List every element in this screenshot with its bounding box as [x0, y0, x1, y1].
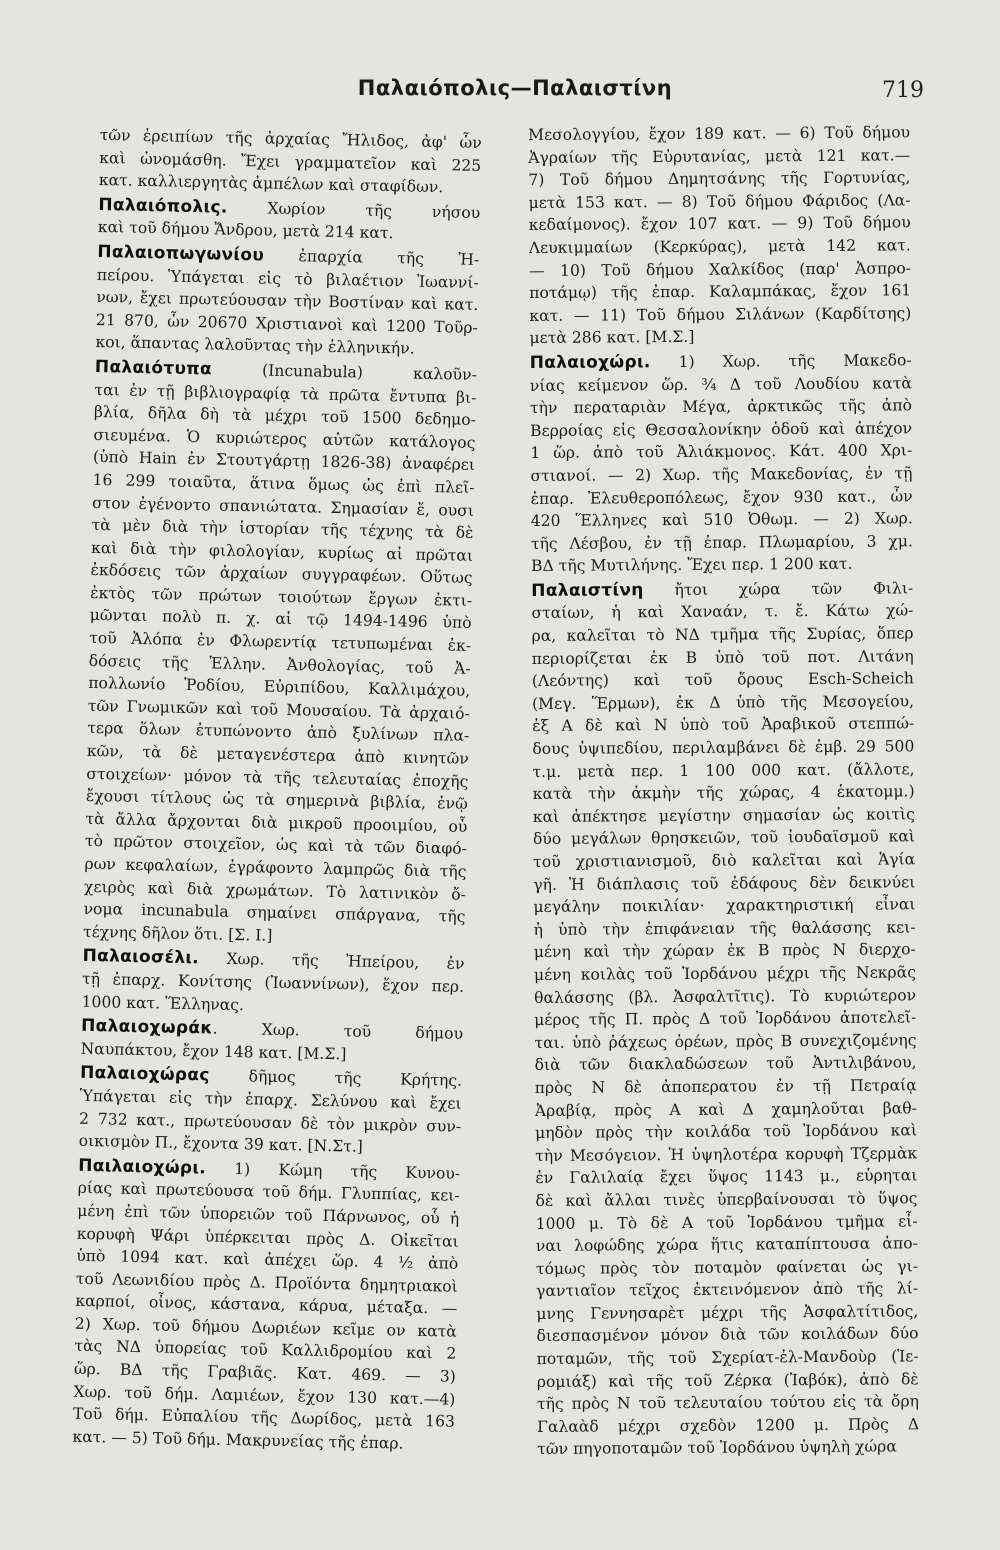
line-text: 2 732 κατ., πρωτεύουσαν δὲ τὸν μικρὸν συν- [78, 1109, 462, 1136]
line-text: τὴν Μεσόγειον. Ἡ ὑψηλοτέρα κορυφὴ Τζερμὰκ [535, 1144, 918, 1165]
line-text: 1) Κώμη τῆς Κυνου- [205, 1159, 461, 1183]
text-line [537, 1368, 919, 1393]
line-text: (Λεόντης) καὶ τοῦ ὄρους Esch-Scheich [531, 669, 914, 691]
text-line [528, 167, 910, 192]
line-text: — 10) Τοῦ δήμου Χαλκίδος (παρ' Ἀσπρο- [528, 258, 912, 280]
text-line [534, 1006, 916, 1031]
text-line [533, 894, 915, 919]
text-line [536, 1255, 918, 1280]
text-line [529, 234, 911, 259]
text-line [530, 394, 912, 419]
line-text: (Μεγ. Ἕρμων), ἐκ Δ ὑπὸ τῆς Μεσογείου, [531, 692, 915, 713]
line-text: χειρὸς καὶ διὰ χρωμάτων. Τὸ λατινικὸν ὄ- [83, 877, 467, 904]
line-text: ἐκτὸς τῶν πρώτων τοιούτων ἔργων ἐκτι- [89, 583, 473, 610]
line-text: γῆ. Ἡ διάπλασις τοῦ ἐδάφους δὲν δεικνύει [533, 872, 916, 894]
line-text: ρα, καλεῖται τὸ ΝΔ τμῆμα τῆς Συρίας, ὅπερ [531, 624, 914, 646]
line-text: τοῦ Ἀλόπα ἐν Φλωρεντίᾳ τετυπωμέναι ἐκ- [89, 628, 472, 655]
text-line [531, 530, 913, 555]
line-text: ἡ ὑπὸ τὴν ἐπιφάνειαν τῆς θαλάσσης κει- [533, 918, 916, 939]
text-line [531, 622, 913, 647]
line-text: ἐν Γαλιλαίᾳ ἔχει ὕψος 1143 μ., εὑρηται [535, 1166, 918, 1188]
text-line [532, 713, 914, 738]
line-text: ται. ὑπὸ ῥάχεως ὀρέων, πρὸς Β συνεχιζομένης [534, 1031, 917, 1052]
line-text: καὶ τοῦ δήμου Ἄνδρου, μετὰ 214 κατ. [97, 218, 394, 243]
line-text: κατὰ τὴν ἀκμὴν τῆς χώρας, 4 ἑκατομμ.) [532, 782, 915, 804]
running-head: Παλαιόπολις—Παλαιστίνη [357, 76, 673, 100]
text-line [532, 645, 914, 670]
text-line [535, 1074, 917, 1099]
line-text: μηδὸν πρὸς τὴν κοιλάδα τοῦ Ἰορδάνου καὶ [534, 1121, 918, 1143]
line-text: 1) Χωρ. τῆς Μακεδο- [650, 351, 912, 372]
line-text: δύο μεγάλων θρησκειῶν, τοῦ ἰουδαϊσμοῦ καὶ [532, 827, 916, 849]
line-text: Χωρίον τῆς νήσου [227, 198, 481, 222]
line-text: (Incunabula) καλοῦν- [211, 360, 478, 384]
line-text: τῶν ἐρειπίων τῆς ἀρχαίας Ἤλιδος, ἀφ' ὧν [99, 125, 482, 152]
line-text: μετὰ 286 κατ. [Μ.Σ.] [529, 328, 695, 348]
text-line [536, 1232, 918, 1257]
entry-headword: Παλαιοχωράκ [80, 1015, 213, 1039]
line-text: ΒΔ τῆς Μυτιλήνης. Ἔχει περ. 1 200 κατ. [531, 555, 853, 576]
dictionary-entry [528, 121, 912, 350]
text-line [537, 1413, 919, 1438]
text-line [535, 1097, 917, 1122]
line-text: Γαλαὰδ μέχρι σχεδὸν 1200 μ. Πρὸς Δ [537, 1415, 920, 1436]
line-text: μέρος τῆς Π. πρὸς Δ τοῦ Ἰορδάνου ἀποτελεῖ- [534, 1008, 917, 1030]
text-line [530, 417, 912, 442]
text-line [536, 1278, 918, 1303]
line-text: κεδαίμονος). ἔχον 107 κατ. — 9) Τοῦ δήμου [528, 213, 911, 235]
line-text: ρομιάξ) καὶ τῆς τοῦ Ζέρκα (Ἰαβόκ), ἀπὸ δὲ [536, 1369, 919, 1391]
line-text: Λευκιμμαίων (Κερκύρας), μετὰ 142 κατ. [528, 236, 911, 257]
line-text: Μεσολογγίου, ἔχον 189 κατ. — 6) Τοῦ δήμου [528, 123, 911, 144]
line-text: δους ὑψιπεδίου, περιλαμβάνει δὲ ἐμβ. 29 500 [532, 737, 915, 759]
line-text: . Χωρ. τοῦ δήμου [212, 1019, 464, 1043]
line-text: καρποί, οἶνος, κάστανα, κάρυα, μέταξα. — [75, 1292, 458, 1319]
dictionary-entry [83, 356, 477, 951]
line-text: γαντιαῖον τεῖχος ἐκτεινόμενον ἀπὸ τῆς λί- [536, 1279, 919, 1301]
line-text: Χωρ. τῆς Ἠπείρου, ἐν [198, 949, 465, 974]
line-text: κατ. — 5) Τοῦ δήμ. Μακρυνείας τῆς ἐπαρ. [72, 1427, 404, 1453]
line-text: ναι λοφώδης χώρα ἥτις καταπίπτουσα ἀπο- [535, 1234, 918, 1256]
line-text: 16 299 τοιαῦτα, ἅτινα ὅμως ὡς ἐπὶ πλεῖ- [92, 470, 475, 497]
text-line [534, 939, 916, 964]
line-text: 1000 κατ. Ἕλληνας. [81, 992, 245, 1014]
text-line [531, 600, 913, 625]
text-line [534, 961, 916, 986]
line-text: τόμως πρὸς τὸν ποταμὸν φαίνεται ὡς γι- [535, 1256, 919, 1278]
text-line [529, 279, 911, 304]
line-text: οικισμὸν Π., ἔχοντα 39 κατ. [Ν.Στ.] [78, 1131, 364, 1156]
entry-headword: Παλαιοπωγωνίου [97, 241, 265, 266]
line-text: κατ. — 11) Τοῦ δήμου Σιλάνων (Καρδίτσης) [529, 304, 912, 325]
line-text: ὑπὸ 1094 κατ. καὶ ἀπέχει ὥρ. 4 ½ ἀπὸ [76, 1246, 459, 1273]
line-text: Χωρ. τοῦ δήμ. Λαμιέων, ἔχον 130 κατ.—4) [73, 1382, 456, 1409]
entry-headword: Παλαιοσέλι. [82, 946, 200, 969]
text-line [535, 1165, 917, 1190]
text-line [531, 485, 913, 510]
line-text: μετὰ 153 κατ. — 8) Τοῦ δήμου Φάριδος (Λα- [528, 191, 911, 212]
line-text: περιορίζεται ἐκ Β ὑπὸ τοῦ ποτ. Λιτάνη [531, 646, 914, 668]
text-line [530, 372, 912, 397]
line-text: τοῦ χριστιανισμοῦ, διὸ καλεῖται καὶ Ἁγία [533, 850, 916, 871]
text-line [535, 1142, 917, 1167]
line-text: 7) Τοῦ δήμου Δημητσάνης τῆς Γορτυνίας, [528, 168, 911, 190]
text-line [529, 302, 911, 327]
line-text: δὲ καὶ ἄλλαι τινὲς ὑπερβαίνουσαι τὸ ὕψος [535, 1189, 918, 1210]
line-text: τῇ ἐπαρχ. Κονίτσης (Ἰωαννίνων), ἔχον περ. [81, 969, 465, 996]
line-text: Βερροίας εἰς Θεσσαλονίκην ὁδοῦ καὶ ἀπέχον [530, 419, 913, 440]
line-text: καὶ ὠνομάσθη. Ἔχει γραμματεῖον καὶ 225 [99, 148, 482, 175]
dictionary-entry [81, 945, 464, 1021]
line-text: πολλωνίο Ῥοδίου, Εὐριπίδου, Καλλιμάχου, [88, 674, 471, 701]
line-text: τῆς Λέσβου, ἐν τῇ ἐπαρ. Πλωμαρίου, 3 χμ. [530, 532, 913, 553]
page-number: 719 [882, 78, 924, 103]
text-line [535, 1119, 917, 1144]
line-text: μένη καὶ τὴν χώραν ἐκ Β πρὸς Ν διερχο- [533, 940, 916, 962]
text-line [537, 1391, 919, 1416]
line-text: Ἀραβίᾳ, πρὸς Α καὶ Δ χαμηλοῦται βαθ- [534, 1098, 917, 1120]
dictionary-entry [99, 124, 482, 200]
line-text: 1000 μ. Τὸ δὲ Α τοῦ Ἰορδάνου τμῆμα εἶ- [535, 1211, 918, 1233]
entry-headword: Παιλαιοχώρι. [77, 1155, 207, 1179]
text-line [534, 1029, 916, 1054]
line-text: 1 ὥρ. ἀπὸ τοῦ Ἀλιάκμονος. Κάτ. 400 Χρι- [530, 441, 913, 463]
text-line [531, 507, 913, 532]
line-text: τέχνης δῆλον ὅτι. [Σ. Ι.] [82, 922, 273, 945]
line-text: ποτάμῳ) τῆς ἐπαρ. Καλαμπάκας, ἔχον 161 [529, 281, 912, 303]
text-line [534, 916, 916, 941]
line-text: δῆμος τῆς Κρήτης. [209, 1066, 463, 1091]
line-text: κορυφὴ Ψάρι ὑπέρκειται πρὸς Δ. Οἰκεῖται [76, 1224, 459, 1251]
line-text: ρων κεφαλαίων, ἐγράφοντο λαμπρῶς διὰ τῆς [84, 854, 467, 881]
line-text: τῶν Γνωμικῶν καὶ τοῦ Μουσαίου. Τὰ ἀρχαιό- [87, 696, 470, 723]
text-line [533, 871, 915, 896]
text-line [533, 848, 915, 873]
line-text: μένη ἐπὶ τῶν ὑπορειῶν τοῦ Πάρνωνος, οὗ ἡ [77, 1201, 460, 1228]
text-line [534, 984, 916, 1009]
text-line [537, 1436, 919, 1461]
line-text: (ὑπὸ Hain ἐν Στουτγάρτῃ 1826-38) ἀναφέρει [92, 448, 476, 475]
text-line [532, 690, 914, 715]
line-text: 2) Χωρ. τοῦ δήμου Δωριέων κεῖμε ον κατὰ [74, 1314, 457, 1341]
line-text: νίας κείμενον ὥρ. ¾ Δ τοῦ Λουδίου κατὰ [529, 373, 912, 395]
line-text: τοῦ Λεωνιδίου πρὸς Δ. Προϊόντα δημητριακοὶ [75, 1269, 458, 1296]
line-text: στοιχείων· μόνον τὰ τῆς τελευταίας ἐποχῆς [86, 764, 469, 791]
line-text: Ὑπάγεται εἰς τὴν ἐπαρχ. Σελύνου καὶ ἔχει [79, 1086, 462, 1113]
line-text: τὰ ἄλλα ἄρχονται διὰ μικροῦ προοιμίου, οὗ [85, 809, 468, 836]
page-header [100, 76, 930, 120]
text-line [534, 1052, 916, 1077]
dictionary-entry [80, 1015, 463, 1068]
line-text: διὰ τῶν διακλαδώσεων τοῦ Ἀντιλιβάνου, [534, 1053, 917, 1075]
text-line [532, 735, 914, 760]
line-text: καὶ ἀπέκτησε μεγίστην σημασίαν ὡς κοιτὶς [532, 805, 915, 826]
text-line [536, 1210, 918, 1235]
line-text: ἤτοι χώρα τῶν Φιλι- [643, 579, 914, 600]
line-text: ὥρ. ΒΔ τῆς Γραβιᾶς. Κατ. 469. — 3) [73, 1359, 457, 1386]
text-line [528, 189, 910, 214]
text-line [537, 1345, 919, 1370]
line-text: μῶνται πολὺ π. χ. αἱ τῷ 1494-1496 ὑπὸ [89, 606, 472, 633]
line-text: Τοῦ δήμ. Εὐπαλίου τῆς Δωρίδος, μετὰ 163 [72, 1404, 456, 1431]
dictionary-entry [78, 1062, 462, 1160]
line-text: νομα incunabula σημαίνει σπάργανα, τῆς [83, 900, 466, 927]
line-text: τερα ὅλων ἐτυπώνοντο ἀπὸ ξυλίνων πλα- [87, 719, 470, 746]
line-text: ἐπαρχία τῆς Ἠ- [263, 246, 480, 269]
line-text: καὶ διὰ τὴν φιλολογίαν, κυρίως αἱ πρῶται [90, 538, 474, 565]
text-line [530, 440, 912, 465]
text-line [528, 121, 910, 146]
dictionary-entry [530, 349, 914, 578]
text-line [529, 212, 911, 237]
dictionary-entry [98, 194, 481, 247]
line-text: ἔχουσι τίτλους ὡς τὰ σημερινὰ βιβλία, ἐνῷ [85, 787, 469, 814]
line-text: πρὸς Ν δὲ ἀποπερατου ἐν τῇ Πετραίᾳ [534, 1076, 917, 1097]
text-line [535, 1187, 917, 1212]
line-text: τὰς ΝΔ ὑπορείας τοῦ Καλλιδρομίου καὶ 2 [74, 1337, 457, 1364]
text-line [529, 325, 911, 350]
line-text: κατ. καλλιεργητὰς ἀμπέλων καὶ σταφίδων. [98, 171, 444, 197]
line-text: δόσεις τῆς Ἑλλην. Ἀνθολογίας, τοῦ Ἀ- [88, 651, 471, 678]
text-line [536, 1300, 918, 1325]
line-text: κῶν, τὰ δὲ μεταγενέστερα ἀπὸ κινητῶν [86, 741, 469, 768]
text-line [533, 803, 915, 828]
line-text: τὸ πρῶτον στοιχεῖον, ὡς καὶ τὰ τῶν διαφό- [84, 832, 468, 859]
line-text: τῆς πρὸς Ν τοῦ τελευταίου τούτου εἰς τὰ ὄρη [536, 1392, 919, 1414]
line-text: στιανοί. — 2) Χωρ. τῆς Μακεδονίας, ἐν τῇ [530, 464, 913, 485]
line-text: κοι, ἅπαντας λαλοῦντας τὴν ἑλληνικήν. [95, 333, 415, 358]
text-line [533, 781, 915, 806]
line-text: πείρου. Ὑπάγεται εἰς τὸ βιλαέτιον Ἰωαννί- [96, 265, 479, 292]
line-text: ἐπαρ. Ἐλευθεροπόλεως, ἔχον 930 κατ., ὧν [530, 486, 913, 508]
text-line [533, 826, 915, 851]
line-text: Ναυπάκτου, ἔχον 148 κατ. [Μ.Σ.] [80, 1039, 347, 1064]
line-text: θαλάσσης (βλ. Ἀσφαλτῖτις). Τὸ κυριώτερον [534, 985, 917, 1007]
left-column [72, 124, 482, 1458]
text-line [536, 1323, 918, 1348]
text-line [531, 577, 913, 602]
text-line [529, 257, 911, 282]
line-text: τῶν πηγοποταμῶν τοῦ Ἰορδάνου ὑψηλὴ χώρα [537, 1437, 897, 1459]
line-text: τὰ μὲν διὰ τὴν ἱστορίαν τῆς τέχνης τὰ δὲ [91, 516, 474, 543]
line-text: μένη κοιλὰς τοῦ Ἰορδάνου μέχρι τῆς Νεκρᾶς [533, 963, 916, 984]
right-column [528, 121, 919, 1463]
line-text: τ.μ. μετὰ περ. 1 100 000 κατ. (ἄλλοτε, [532, 759, 915, 781]
line-text: μεγάλην ποικιλίαν· χαρακτηριστική εἶναι [533, 895, 916, 917]
text-line [532, 758, 914, 783]
line-text: Ἀγραίων τῆς Εὐρυτανίας, μετὰ 121 κατ.— [528, 145, 911, 167]
line-text: σιευμένα. Ὁ κυριώτερος αὐτῶν κατάλογος [93, 425, 476, 452]
line-text: σταίων, ἡ καὶ Χαναάν, τ. ἔ. Κάτω χώ- [531, 601, 914, 623]
text-line [528, 144, 910, 169]
line-text: ποταμῶν, τῆς τοῦ Σχερίατ-ἐλ-Μανδοὺρ (Ἱε- [536, 1347, 919, 1369]
entry-headword: Παλαιοχώρας [79, 1063, 210, 1086]
line-text: 420 Ἕλληνες καὶ 510 Ὀθωμ. — 2) Χωρ. [530, 509, 913, 531]
line-text: 21 870, ὧν 20670 Χριστιανοὶ καὶ 1200 Τοῦρ- [95, 310, 479, 337]
line-text: διεσπασμένον μόνον διὰ τῶν κοιλάδων δύο [536, 1324, 919, 1346]
entry-headword: Παλαιόπολις. [98, 194, 228, 218]
line-text: ἐκδόσεις τῶν ἀρχαίων συγγραφέων. Οὕτως [90, 561, 473, 588]
dictionary-entry [531, 577, 919, 1461]
text-line [532, 668, 914, 693]
entry-headword: Παλαιότυπα [94, 356, 213, 380]
dictionary-entry [95, 241, 479, 362]
line-text: μνης Γεννησαρὲτ μέχρι τῆς Ἀσφαλτίτιδος, [536, 1302, 919, 1323]
text-line [531, 553, 913, 578]
text-line [530, 462, 912, 487]
line-text: νων, ἔχει πρωτεύουσαν τὴν Βοστίναν καὶ κατ. [96, 288, 479, 315]
line-text: ἐξ Α δὲ καὶ Ν ὑπὸ τοῦ Ἀραβικοῦ στεππώ- [532, 714, 915, 736]
entry-headword: Παλαιστίνη [531, 580, 644, 601]
dictionary-entry [72, 1154, 460, 1456]
line-text: τὴν περαταριὰν Μέγα, ἀρκτικῶς τῆς ἀπὸ [529, 396, 913, 418]
line-text: βλία, δῆλα δὴ τὰ μέχρι τοῦ 1500 δεδημο- [93, 403, 477, 430]
text-line [530, 349, 912, 374]
line-text: ται ἐν τῇ βιβλιογραφίᾳ τὰ πρῶτα ἔντυπα βι- [94, 380, 477, 407]
entry-headword: Παλαιοχώρι. [529, 352, 651, 373]
line-text: στον ἐγένοντο σπανιώτατα. Σημασίαν ἔ, ουσι [91, 493, 475, 520]
line-text: ρίας καὶ πρωτεύουσα τοῦ δήμ. Γλυππίας, κει- [77, 1179, 460, 1206]
